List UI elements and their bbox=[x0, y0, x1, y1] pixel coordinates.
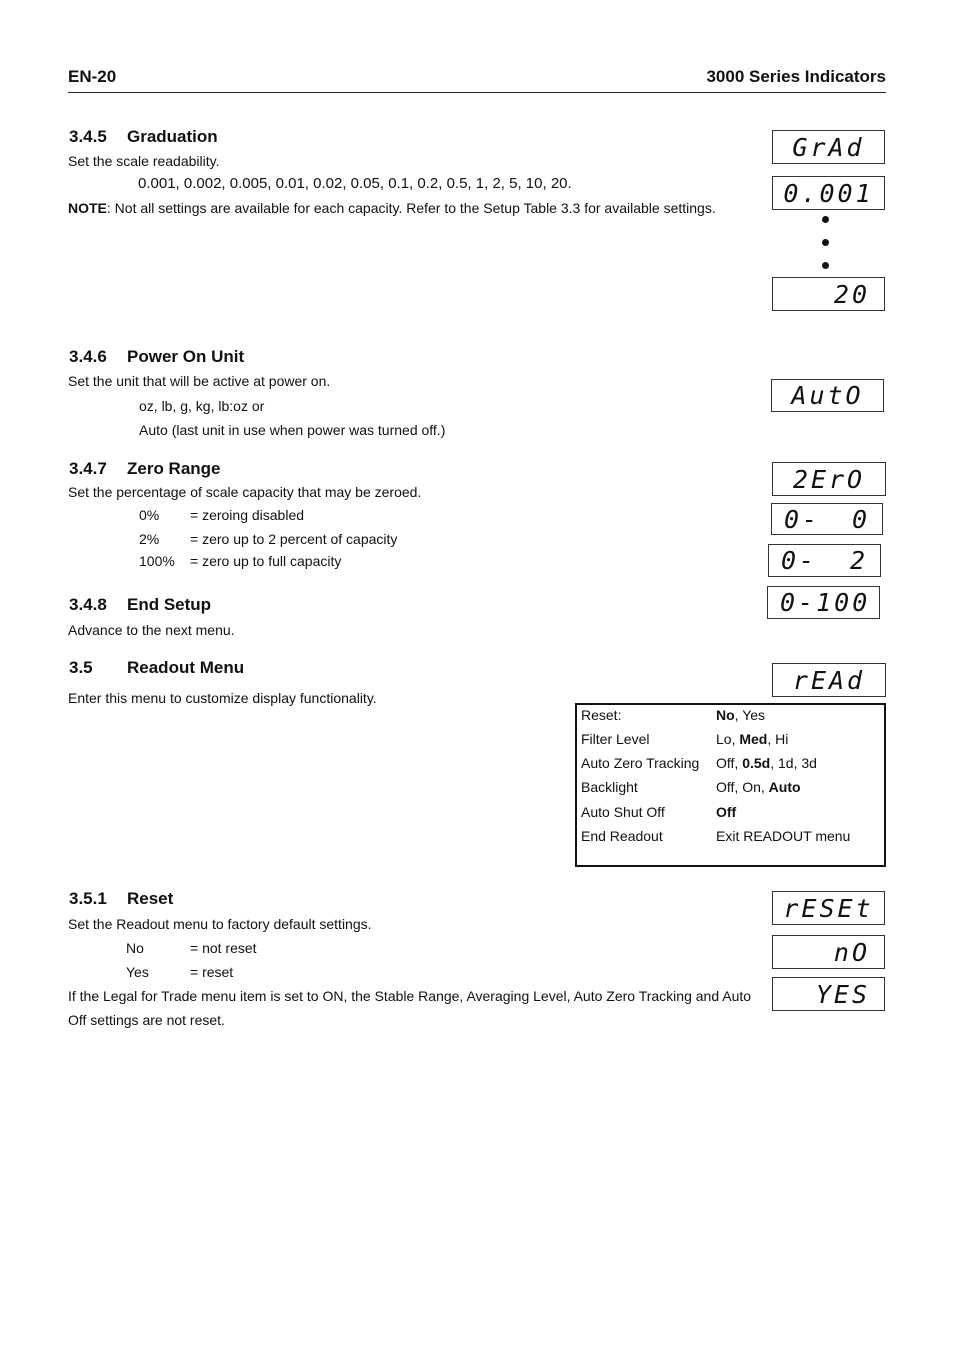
default-option: 0.5d bbox=[742, 755, 771, 771]
readout-setting-name: Reset: bbox=[581, 707, 622, 723]
graduation-values: 0.001, 0.002, 0.005, 0.01, 0.02, 0.05, 0.1, 0.2, 0.5, 1, 2, 5, 10, 20. bbox=[138, 175, 572, 192]
power-on-unit-options: oz, lb, g, kg, lb:oz or bbox=[139, 398, 265, 414]
lcd-display-grad-first: 0.001 bbox=[772, 176, 885, 210]
note-text: : Not all settings are available for each capacity. Refer to the Setup Table 3.3 for available settings. bbox=[106, 200, 716, 216]
section-heading-graduation bbox=[69, 127, 218, 147]
option-text: , Yes bbox=[734, 707, 766, 723]
page-number: EN-20 bbox=[68, 67, 117, 86]
readout-setting-name: Auto Zero Tracking bbox=[581, 755, 700, 771]
reset-paragraph-line: If the Legal for Trade menu item is set to ON, the Stable Range, Averaging Level, Auto Zero Tracking and Auto bbox=[68, 988, 752, 1004]
lcd-prefix: 0- bbox=[784, 504, 821, 534]
lcd-display-grad: GrAd bbox=[772, 130, 885, 164]
option-key: 100% bbox=[139, 553, 175, 569]
zero-range-option bbox=[139, 506, 304, 524]
lcd-value: 2 bbox=[849, 546, 868, 575]
option-value: = not reset bbox=[190, 940, 257, 956]
lcd-display-yes: YES bbox=[772, 977, 885, 1011]
option-value: = zeroing disabled bbox=[190, 507, 305, 523]
reset-option bbox=[126, 963, 233, 981]
zero-range-option bbox=[139, 552, 341, 570]
readout-setting-options bbox=[716, 778, 801, 796]
default-option: No bbox=[716, 707, 735, 723]
reset-option bbox=[126, 939, 257, 957]
lcd-display-auto: AutO bbox=[771, 379, 884, 412]
section-heading-end-setup bbox=[69, 595, 211, 615]
power-on-unit-auto: Auto (last unit in use when power was turned off.) bbox=[139, 422, 446, 438]
section-number: 3.4.7 bbox=[69, 459, 107, 478]
readout-setting-options bbox=[716, 730, 788, 748]
lcd-value: 0 bbox=[851, 504, 870, 534]
section-number: 3.5.1 bbox=[69, 889, 107, 908]
lcd-display-read: rEAd bbox=[772, 663, 886, 697]
section-title: Power On Unit bbox=[127, 347, 245, 366]
reset-paragraph-line: Off settings are not reset. bbox=[68, 1012, 225, 1028]
lcd-display-reset: rESEt bbox=[772, 891, 885, 925]
section-number: 3.4.8 bbox=[69, 595, 107, 614]
section-title: Reset bbox=[127, 889, 174, 908]
lcd-display-no: nO bbox=[772, 935, 885, 969]
readout-setting-name: Auto Shut Off bbox=[581, 804, 665, 820]
section-title: Readout Menu bbox=[127, 658, 245, 677]
readout-setting-name: Backlight bbox=[581, 779, 638, 795]
option-value: = reset bbox=[190, 964, 234, 980]
default-option: Off bbox=[716, 804, 737, 820]
option-text: Lo, bbox=[716, 731, 740, 747]
reset-description: Set the Readout menu to factory default settings. bbox=[68, 916, 372, 932]
lcd-display-zero-range-0 bbox=[771, 503, 883, 535]
section-number: 3.4.5 bbox=[69, 127, 107, 146]
option-text: , 1d, 3d bbox=[770, 755, 817, 771]
readout-menu-table bbox=[575, 703, 886, 867]
zero-range-option bbox=[139, 530, 397, 548]
lcd-value: 100 bbox=[816, 588, 871, 617]
section-heading-readout-menu bbox=[69, 658, 244, 678]
readout-setting-options bbox=[716, 754, 817, 772]
ellipsis-dot bbox=[822, 262, 829, 269]
readout-setting-options bbox=[716, 706, 765, 724]
readout-setting-options bbox=[716, 803, 736, 821]
default-option: Med bbox=[739, 731, 768, 747]
ellipsis-dot bbox=[822, 216, 829, 223]
lcd-display-zero: 2ErO bbox=[772, 462, 886, 496]
lcd-prefix: 0- bbox=[780, 588, 817, 617]
default-option: Auto bbox=[768, 779, 801, 795]
section-title: End Setup bbox=[127, 595, 212, 614]
option-value: = zero up to full capacity bbox=[190, 553, 342, 569]
ellipsis-dot bbox=[822, 239, 829, 246]
readout-setting-name: Filter Level bbox=[581, 731, 650, 747]
option-text: Off, On, bbox=[716, 779, 769, 795]
readout-menu-description: Enter this menu to customize display functionality. bbox=[68, 690, 377, 706]
note-label: NOTE bbox=[68, 200, 107, 216]
document-title: 3000 Series Indicators bbox=[706, 67, 886, 86]
option-key: Yes bbox=[126, 964, 149, 980]
section-number: 3.5 bbox=[69, 658, 93, 677]
readout-setting-name: End Readout bbox=[581, 828, 663, 844]
option-key: No bbox=[126, 940, 144, 956]
header-divider bbox=[68, 92, 886, 93]
option-value: = zero up to 2 percent of capacity bbox=[190, 531, 398, 547]
section-heading-zero-range bbox=[69, 459, 221, 479]
option-text: Off, bbox=[716, 755, 743, 771]
option-text: , Hi bbox=[767, 731, 789, 747]
option-text: Exit READOUT menu bbox=[716, 828, 851, 844]
option-key: 0% bbox=[139, 507, 160, 523]
end-setup-description: Advance to the next menu. bbox=[68, 622, 235, 638]
readout-setting-options bbox=[716, 827, 850, 845]
graduation-description: Set the scale readability. bbox=[68, 153, 220, 169]
zero-range-description: Set the percentage of scale capacity that may be zeroed. bbox=[68, 484, 422, 500]
option-key: 2% bbox=[139, 531, 160, 547]
lcd-display-zero-range-2 bbox=[768, 544, 881, 577]
lcd-display-grad-last: 20 bbox=[772, 277, 885, 311]
power-on-unit-description: Set the unit that will be active at power on. bbox=[68, 373, 331, 389]
section-number: 3.4.6 bbox=[69, 347, 107, 366]
lcd-display-zero-range-100 bbox=[767, 586, 880, 619]
section-title: Graduation bbox=[127, 127, 218, 146]
lcd-prefix: 0- bbox=[781, 546, 818, 575]
section-title: Zero Range bbox=[127, 459, 221, 478]
graduation-note bbox=[68, 199, 716, 217]
section-heading-reset bbox=[69, 889, 173, 909]
section-heading-power-on-unit bbox=[69, 347, 244, 367]
